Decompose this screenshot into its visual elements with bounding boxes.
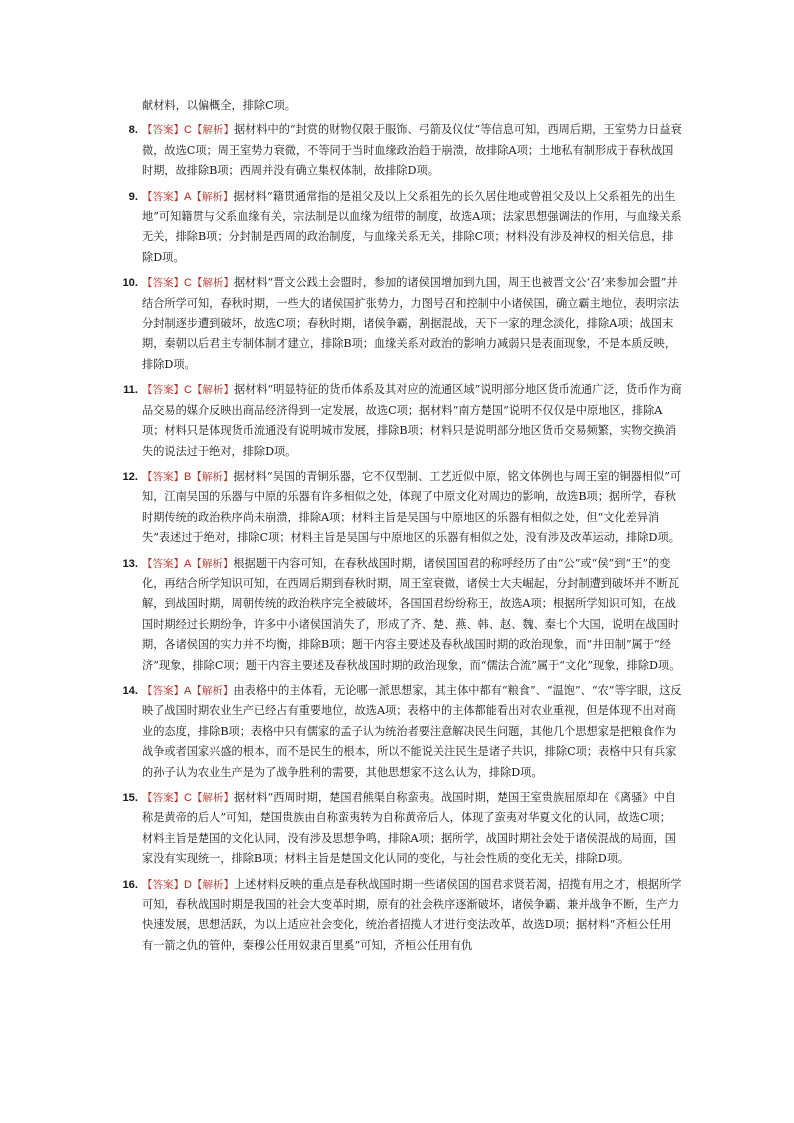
analysis-tag: 【解析】 (191, 470, 234, 483)
answer-sheet (112, 96, 682, 961)
analysis-tag: 【解析】 (191, 277, 234, 290)
analysis-text: 据材料“晋文公践土会盟时，参加的诸侯国增加到九国，周王也被晋文公‘召’来参加会盟”并结合所学可知，春秋时期，一些大的诸侯国扩张势力，力图号召和控制中小诸侯国，确立霸主地位，表明宗法分封制逐步遭到破坏，故选C项；春秋时期，诸侯争霸，割据混战，天下一家的理念淡化，排除A项；战国末期，秦朝以后君主专制体制才建立，排除B项；血缘关系对政治的影响力减弱只是表面现象，不是本质反映，排除D项。 (142, 276, 680, 371)
analysis-tag: 【解析】 (191, 124, 234, 137)
analysis-tag: 【解析】 (191, 384, 234, 397)
answer-option: C (184, 277, 192, 290)
answer-item (112, 380, 682, 462)
answer-option: C (184, 124, 192, 137)
answer-tag: 【答案】 (142, 277, 184, 290)
analysis-tag: 【解析】 (191, 190, 234, 203)
answer-item (112, 187, 682, 269)
answer-tag: 【答案】 (142, 124, 184, 137)
answer-list (112, 120, 682, 956)
answer-option: C (184, 384, 192, 397)
question-number: 12. (122, 470, 138, 483)
question-number: 8. (128, 124, 138, 137)
analysis-text: 据材料中的“封赏的财物仅限于服饰、弓箭及仪仗”等信息可知，西周后期，王室势力日益衰微，故选C项；周王室势力衰微，不等同于当时血缘政治趋于崩溃，故排除A项；土地私有制形成于春秋战国时期，故排除B项；西周并没有确立集权体制，故排除D项。 (142, 123, 682, 178)
analysis-text: 据材料“西周时期，楚国君熊渠自称蛮夷。战国时期，楚国王室贵族屈原却在《离骚》中自称是黄帝的后人”可知，楚国贵族由自称蛮夷转为自称黄帝后人，体现了蛮夷对华夏文化的认同，故选C项；材料主旨是楚国的文化认同，没有涉及思想争鸣，排除A项；据所学，战国时期社会处于诸侯混战的局面，国家没有实现统一，排除B项；材料主旨是楚国文化认同的变化，与社会性质的变化无关，排除D项。 (142, 791, 676, 866)
answer-item (112, 273, 682, 375)
answer-item (112, 788, 682, 870)
analysis-text: 上述材料反映的重点是春秋战国时期一些诸侯国的国君求贤若渴，招揽有用之才，根据所学可知，春秋战国时期是我国的社会大变革时期，原有的社会秩序逐渐破坏，诸侯争霸、兼并战争不断，生产力快速发展，思想活跃，为以上适应社会变化，统治者招揽人才进行变法改革，故选D项；据材料“齐桓公任用有一箭之仇的管仲，秦穆公任用奴隶百里奚”可知，齐桓公任用有仇 (142, 877, 682, 952)
answer-option: A (184, 190, 192, 203)
analysis-text: 由表格中的主体看，无论哪一派思想家，其主体中都有“粮食”、“温饱”、“农”等字眼，这反映了战国时期农业生产已经占有重要地位，故选A项；表格中的主体都能看出对农业重视，但是体现不出对商业的态度，排除B项；表格中只有儒家的孟子认为统治者要注意解决民生问题，其他几个思想家是把粮食作为战争或者国家兴盛的根本，而不是民生的根本，所以不能说关注民生是诸子共识，排除C项；表格中只有兵家的孙子认为农业生产是为了战争胜利的需要，其他思想家不这么认为，排除D项。 (142, 683, 682, 779)
intro-line: 献材料，以偏概全，排除C项。 (142, 99, 296, 112)
analysis-text: 据材料“吴国的青铜乐器，它不仅型制、工艺近似中原，铭文体例也与周王室的铜器相似”可知，江南吴国的乐器与中原的乐器有许多相似之处，体现了中原文化对周边的影响，故选B项；据所学，春秋时期传统的政治秩序尚未崩溃，排除A项；材料主旨是吴国与中原地区的乐器有相似之处，但“文化差异消失”表述过于绝对，排除C项；材料主旨是吴国与中原地区的乐器有相似之处，没有涉及改革运动，排除D项。 (142, 469, 682, 545)
answer-tag: 【答案】 (142, 384, 184, 397)
analysis-tag: 【解析】 (191, 878, 234, 891)
analysis-tag: 【解析】 (191, 792, 234, 804)
answer-option: D (184, 878, 192, 891)
answer-item (112, 681, 682, 783)
answer-option: C (184, 792, 192, 804)
analysis-tag: 【解析】 (191, 557, 234, 570)
answer-tag: 【答案】 (142, 878, 184, 891)
analysis-tag: 【解析】 (191, 684, 234, 697)
question-number: 13. (122, 557, 138, 570)
question-number: 9. (128, 190, 138, 203)
answer-item (112, 467, 682, 549)
question-number: 11. (123, 384, 138, 397)
question-number: 16. (122, 878, 138, 891)
question-number: 10. (122, 277, 138, 290)
question-number: 15. (122, 792, 138, 804)
question-number: 14. (122, 684, 138, 697)
answer-item (112, 554, 682, 676)
answer-option: A (184, 557, 192, 570)
answer-item (112, 875, 682, 957)
analysis-text: 据材料“明显特征的货币体系及其对应的流通区域”说明部分地区货币流通广泛，货币作为商品交易的媒介反映出商品经济得到一定发展，故选C项；据材料“南方楚国”说明不仅仅是中原地区，排除A项；材料只是体现货币流通没有说明城市发展，排除B项；材料只是说明部分地区货币交易频繁，实物交换消失的说法过于绝对，排除D项。 (142, 383, 682, 458)
answer-option: A (184, 684, 192, 697)
answer-item (112, 120, 682, 181)
answer-tag: 【答案】 (142, 557, 184, 570)
analysis-text: 据材料“籍贯通常指的是祖父及以上父系祖先的长久居住地或曾祖父及以上父系祖先的出生地”可知籍贯与父系血缘有关，宗法制是以血缘为纽带的制度，故选A项；法家思想强调法的作用，与血缘关系无关，排除B项；分封制是西周的政治制度，与血缘关系无关，排除C项；材料没有涉及神权的相关信息，排除D项。 (142, 189, 682, 264)
answer-tag: 【答案】 (142, 684, 184, 697)
answer-tag: 【答案】 (142, 190, 184, 203)
answer-option: B (184, 470, 192, 483)
analysis-text: 根据题干内容可知，在春秋战国时期，诸侯国国君的称呼经历了由“公”或“侯”到“王”的变化，再结合所学知识可知，在西周后期到春秋时期，周王室衰微，诸侯士大夫崛起，分封制遭到破坏并不断瓦解，到战国时期，周朝传统的政治秩序完全被破坏，各国国君纷纷称王，故选A项；根据所学知识可知，在战国时期经过长期纷争，许多中小诸侯国消失了，形成了齐、楚、燕、韩、赵、魏、秦七个大国，说明在战国时期，各诸侯国的实力并不均衡，排除B项；题干内容主要述及春秋战国时期的政治现象，而“井田制”属于“经济”现象，排除C项；题干内容主要述及春秋战国时期的政治现象，而“儒法合流”属于“文化”现象，排除D项。 (142, 556, 681, 672)
answer-tag: 【答案】 (142, 792, 184, 804)
answer-tag: 【答案】 (142, 470, 184, 483)
